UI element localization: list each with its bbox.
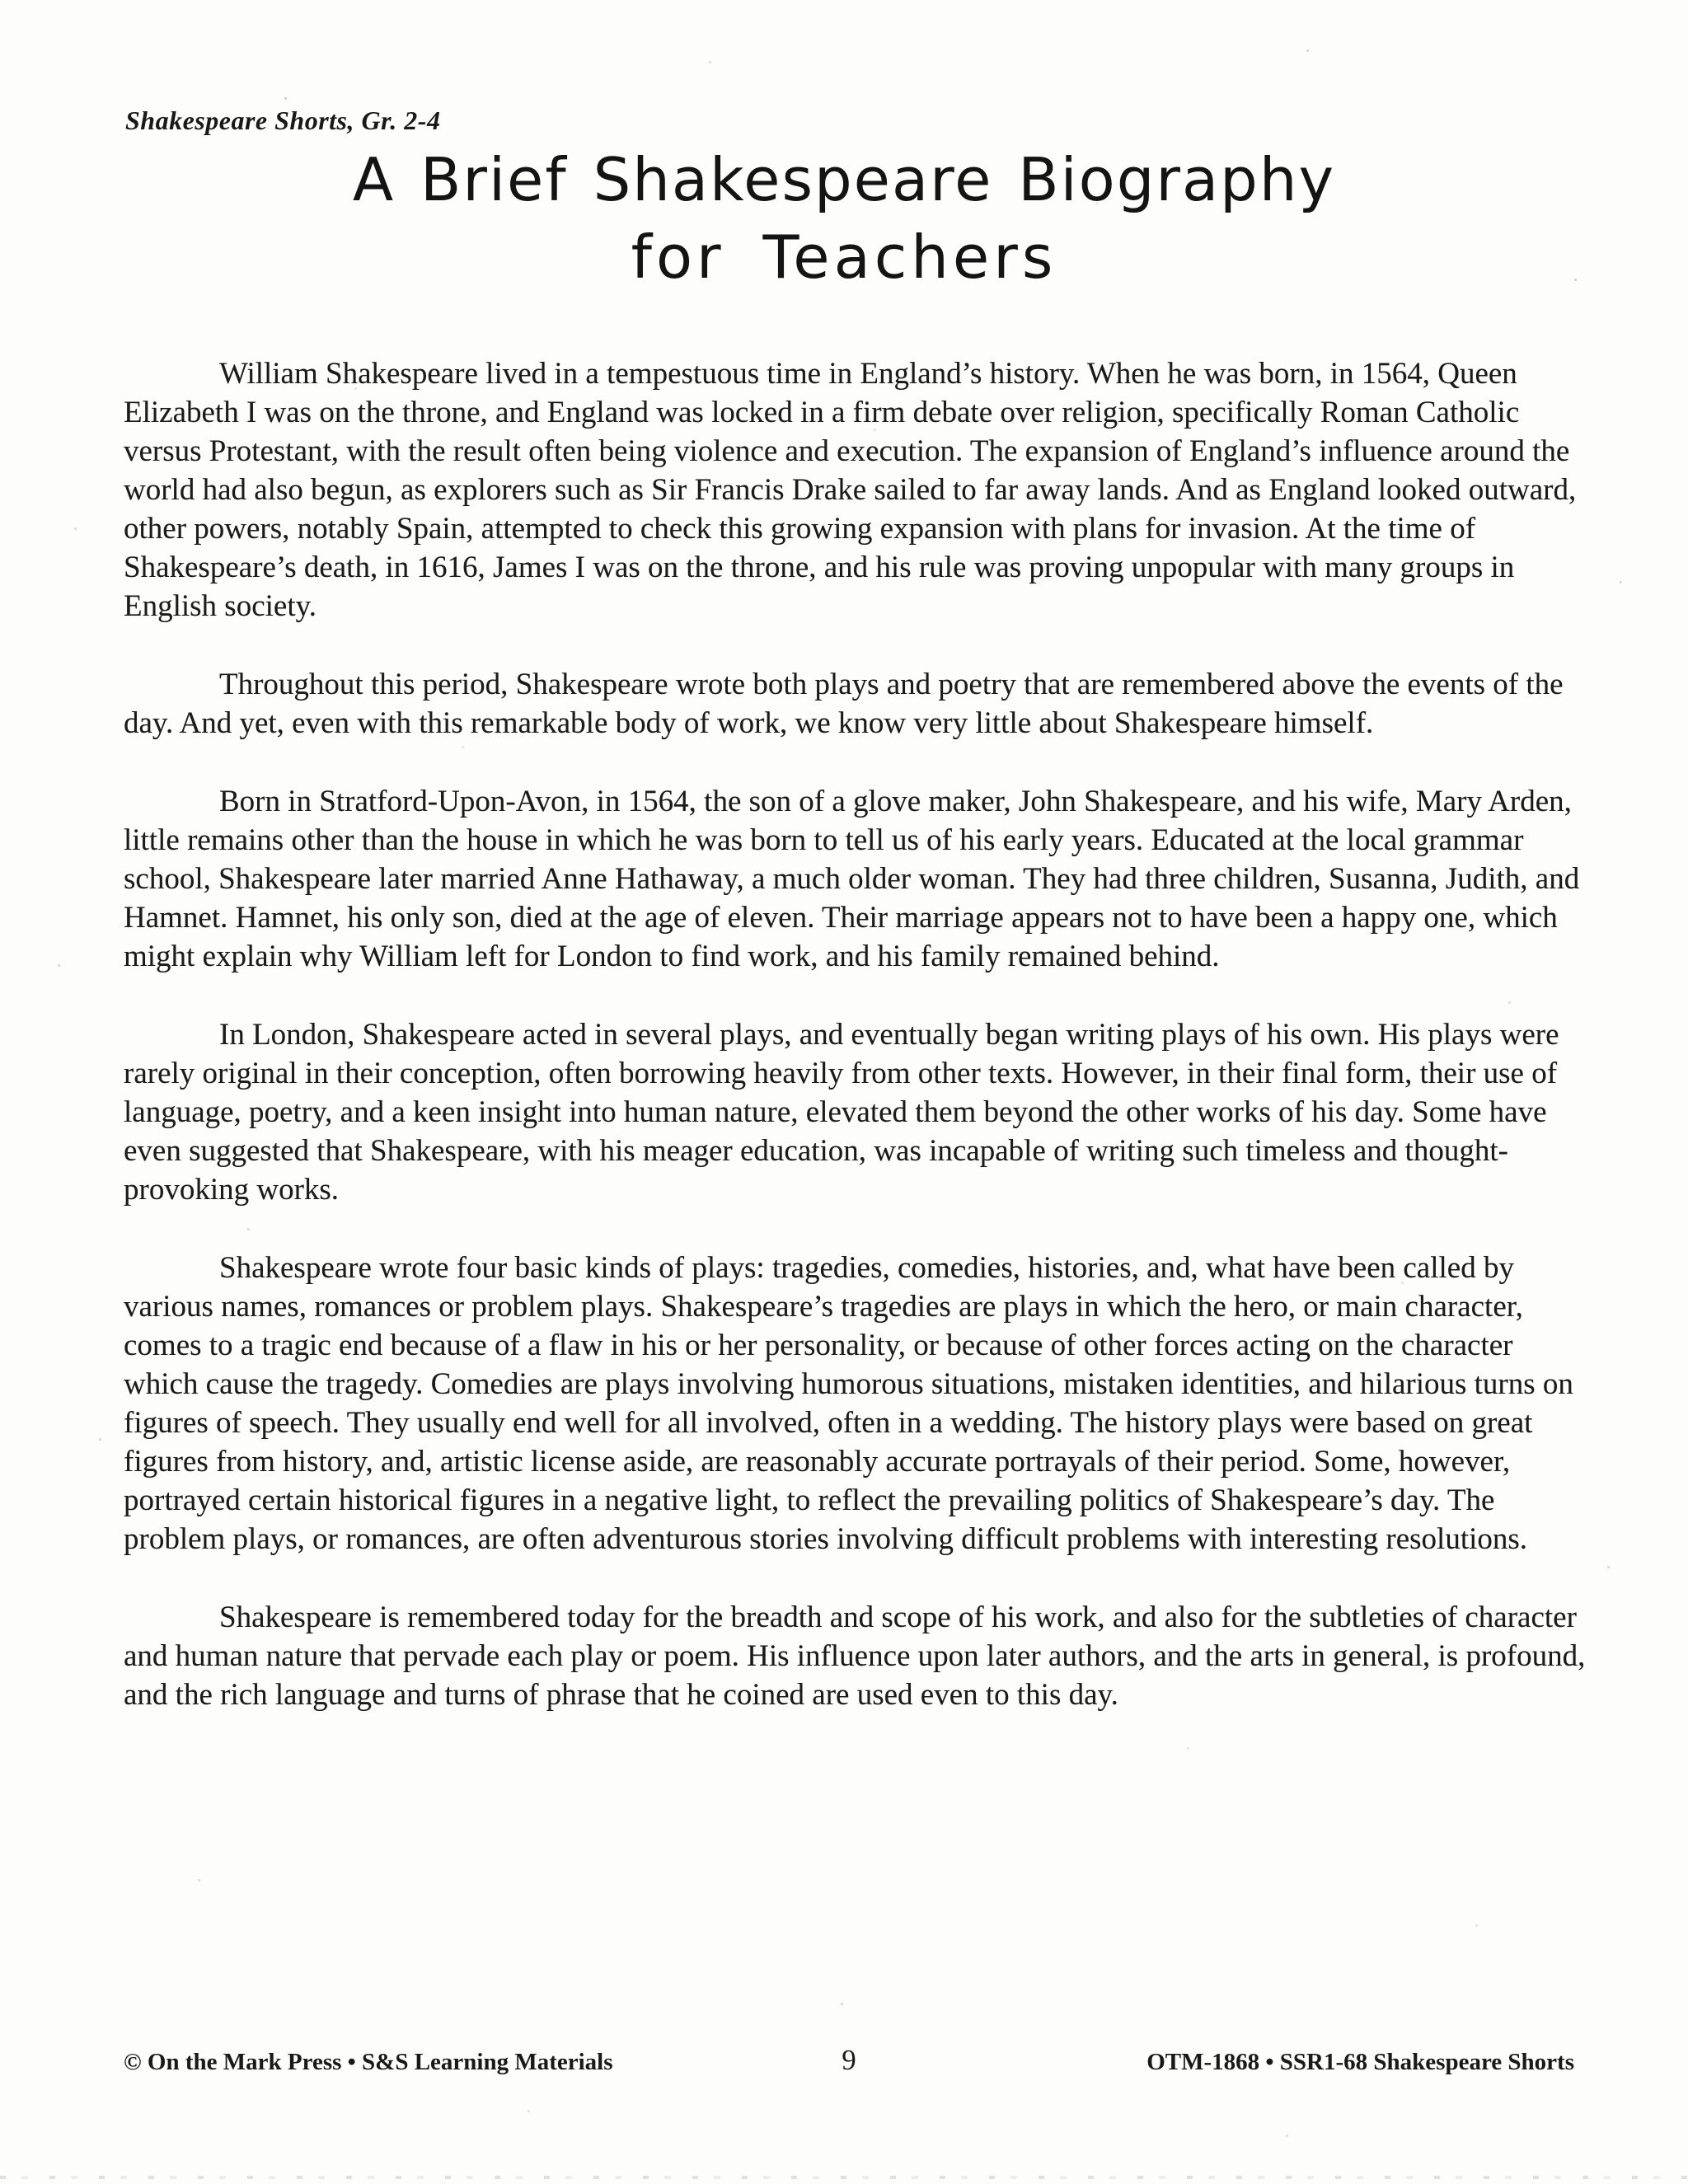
page-footer	[124, 2044, 1574, 2077]
paragraph-1: William Shakespeare lived in a tempestuous time in England’s history. When he was born, in 1564, Queen Elizabeth I was on the throne, and England was locked in a firm debate over religion, specifically Roman Catholic versus Protestant, with the result often being violence and execution. The expansion of England’s influence around the world had also begun, as explorers such as Sir Francis Drake sailed to far away lands. And as England looked outward, other powers, notably Spain, attempted to check this growing expansion with plans for invasion. At the time of Shakespeare’s death, in 1616, James I was on the throne, and his rule was proving unpopular with many groups in English society.	[124, 357, 1577, 623]
body-text	[124, 354, 1589, 1754]
paragraph-6: Shakespeare is remembered today for the breadth and scope of his work, and also for the subtleties of character and human nature that pervade each play or poem. His influence upon later authors, and the arts in general, is profound, and the rich language and turns of phrase that he coined are used even to this day.	[124, 1601, 1586, 1712]
page-title-line-2: for Teachers	[631, 223, 1057, 292]
page-number: 9	[842, 2044, 856, 2076]
paragraph-5: Shakespeare wrote four basic kinds of plays: tragedies, comedies, histories, and, what have been called by various names, romances or problem plays. Shakespeare’s tragedies are plays in which the hero, or main character, comes to a tragic end because of a flaw in his or her personality, or because of other forces acting on the character which cause the tragedy. Comedies are plays involving humorous situations, mistaken identities, and hilarious turns on figures of speech. They usually end well for all involved, often in a wedding. The history plays were based on great figures from history, and, artistic license aside, are reasonably accurate portrayals of their period. Some, however, portrayed certain historical figures in a negative light, to reflect the prevailing politics of Shakespeare’s day. The problem plays, or romances, are often adventurous stories involving difficult problems with interesting resolutions.	[124, 1251, 1573, 1556]
footer-product-code: OTM-1868 • SSR1-68 Shakespeare Shorts	[1146, 2049, 1574, 2075]
paragraph-3: Born in Stratford-Upon-Avon, in 1564, the son of a glove maker, John Shakespeare, and his wife, Mary Arden, little remains other than the house in which he was born to tell us of his early years. Educated at the local grammar school, Shakespeare later married Anne Hathaway, a much older woman. They had three children, Susanna, Judith, and Hamnet. Hamnet, his only son, died at the age of eleven. Their marriage appears not to have been a happy one, which might explain why William left for London to find work, and his family remained behind.	[124, 785, 1580, 973]
paragraph-2: Throughout this period, Shakespeare wrote both plays and poetry that are remembered above the events of the day. And yet, even with this remarkable body of work, we know very little about Shakespeare himself.	[124, 668, 1564, 740]
series-header: Shakespeare Shorts, Gr. 2-4	[125, 105, 441, 135]
scan-bottom-edge	[0, 2176, 1688, 2179]
page-title	[0, 145, 1688, 292]
paragraph-4: In London, Shakespeare acted in several plays, and eventually began writing plays of his own. His plays were rarely original in their conception, often borrowing heavily from other texts. However, in their final form, their use of language, poetry, and a keen insight into human nature, elevated them beyond the other works of his day. Some have even suggested that Shakespeare, with his meager education, was incapable of writing such timeless and thought-provoking works.	[124, 1018, 1559, 1207]
scan-noise	[0, 0, 2, 2]
page-title-line-1: A Brief Shakespeare Biography	[352, 145, 1336, 214]
footer-copyright: © On the Mark Press • S&S Learning Materials	[124, 2049, 613, 2075]
